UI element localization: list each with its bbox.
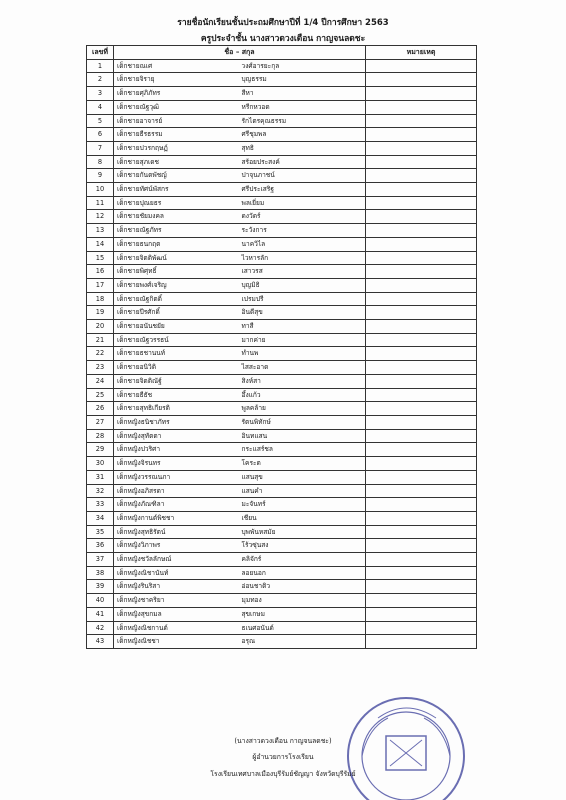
row-remark [366, 525, 477, 539]
student-last-name: ศรีประเสริฐ [240, 183, 366, 197]
document-title: รายชื่อนักเรียนชั้นประถมศึกษาปีที่ 1/4 ปีการศึกษา 2563 [177, 18, 389, 28]
row-number: 34 [87, 511, 114, 525]
student-last-name: ระวังการ [240, 224, 366, 238]
signatory-name: (นางสาวดวงเดือน กาญจนลดชะ) [234, 737, 332, 745]
row-remark [366, 470, 477, 484]
student-last-name: อินดีสุข [240, 306, 366, 320]
student-first-name: เด็กหญิงณิชชา [114, 635, 240, 649]
student-last-name: ทาสี [240, 320, 366, 334]
student-first-name: เด็กชายณัฐภัทร [114, 224, 240, 238]
row-remark [366, 457, 477, 471]
row-number: 7 [87, 141, 114, 155]
student-first-name: เด็กหญิงสุทัตตา [114, 429, 240, 443]
student-first-name: เด็กชายธนกฤต [114, 237, 240, 251]
student-last-name: โร้วซุ่นสง [240, 539, 366, 553]
student-last-name: ปาจุนภาชน์ [240, 169, 366, 183]
student-first-name: เด็กชายอนันชยัย [114, 320, 240, 334]
row-number: 12 [87, 210, 114, 224]
student-first-name: เด็กชายจิตติณัฐ์ [114, 374, 240, 388]
table-row [87, 484, 477, 498]
row-number: 28 [87, 429, 114, 443]
row-remark [366, 251, 477, 265]
student-last-name: กระแสร์ชล [240, 443, 366, 457]
row-remark [366, 580, 477, 594]
student-last-name: เสาวรส [240, 265, 366, 279]
row-number: 36 [87, 539, 114, 553]
row-number: 6 [87, 128, 114, 142]
student-first-name: เด็กหญิงรินริสา [114, 580, 240, 594]
student-first-name: เด็กหญิงสุทธิรัตน์ [114, 525, 240, 539]
row-number: 22 [87, 347, 114, 361]
row-number: 37 [87, 553, 114, 567]
school-name: โรงเรียนเทศบาลเมืองบุรีรัมย์ชัญญา จังหวัดบุรีรัมย์ [210, 770, 356, 778]
row-number: 38 [87, 566, 114, 580]
row-remark [366, 566, 477, 580]
row-number: 23 [87, 361, 114, 375]
student-last-name: พลเยี่ยม [240, 196, 366, 210]
row-number: 40 [87, 594, 114, 608]
row-number: 24 [87, 374, 114, 388]
row-remark [366, 635, 477, 649]
table-row [87, 320, 477, 334]
student-first-name: เด็กชายธชานนท์ [114, 347, 240, 361]
row-number: 14 [87, 237, 114, 251]
row-remark [366, 292, 477, 306]
row-number: 20 [87, 320, 114, 334]
row-number: 18 [87, 292, 114, 306]
student-first-name: เด็กหญิงอภิสรดา [114, 484, 240, 498]
student-first-name: เด็กชายสุภเดช [114, 155, 240, 169]
row-remark [366, 511, 477, 525]
student-last-name: วงศ์อารยะกุล [240, 59, 366, 73]
row-number: 21 [87, 333, 114, 347]
table-row [87, 374, 477, 388]
student-last-name: เปรมปรี [240, 292, 366, 306]
table-row [87, 443, 477, 457]
student-last-name: ลอยนอก [240, 566, 366, 580]
student-first-name: เด็กชายจิรายุ [114, 73, 240, 87]
table-row [87, 594, 477, 608]
student-first-name: เด็กชายจิตติพัฒน์ [114, 251, 240, 265]
student-first-name: เด็กหญิงณิชานันท์ [114, 566, 240, 580]
row-number: 3 [87, 87, 114, 101]
student-first-name: เด็กชายปวรกฤษฏ์ [114, 141, 240, 155]
student-last-name: อินทแสน [240, 429, 366, 443]
student-last-name: ดงวัดร์ [240, 210, 366, 224]
row-number: 25 [87, 388, 114, 402]
table-row [87, 237, 477, 251]
student-first-name: เด็กชายธีรธรรม [114, 128, 240, 142]
row-remark [366, 539, 477, 553]
student-last-name: ศรีชุมพล [240, 128, 366, 142]
student-last-name: รัตนพิทักษ์ [240, 415, 366, 429]
table-body [87, 59, 477, 648]
student-last-name: สุทธิ [240, 141, 366, 155]
table-row [87, 635, 477, 649]
row-remark [366, 594, 477, 608]
row-remark [366, 306, 477, 320]
table-row [87, 607, 477, 621]
student-roster-table [86, 45, 477, 649]
row-remark [366, 100, 477, 114]
student-last-name: ทำนพ [240, 347, 366, 361]
row-remark [366, 278, 477, 292]
student-last-name: คลิจักร์ [240, 553, 366, 567]
student-last-name: ธเนศอนันต์ [240, 621, 366, 635]
table-row [87, 87, 477, 101]
table-row [87, 73, 477, 87]
row-remark [366, 388, 477, 402]
table-row [87, 306, 477, 320]
student-first-name: เด็กชายศุภิภัทร [114, 87, 240, 101]
table-row [87, 183, 477, 197]
row-number: 16 [87, 265, 114, 279]
table-row [87, 511, 477, 525]
row-number: 42 [87, 621, 114, 635]
row-number: 13 [87, 224, 114, 238]
student-last-name: สร้อยประสงค์ [240, 155, 366, 169]
student-first-name: เด็กชายชัยมงคล [114, 210, 240, 224]
student-first-name: เด็กหญิงปวริศา [114, 443, 240, 457]
student-first-name: เด็กหญิงภัณฑิลา [114, 498, 240, 512]
row-number: 29 [87, 443, 114, 457]
row-remark [366, 415, 477, 429]
row-remark [366, 183, 477, 197]
row-number: 1 [87, 59, 114, 73]
student-first-name: เด็กชายกันตพัชญ์ [114, 169, 240, 183]
table-row [87, 278, 477, 292]
student-last-name: พูลคล้าย [240, 402, 366, 416]
row-remark [366, 498, 477, 512]
student-last-name: อรุณ [240, 635, 366, 649]
row-remark [366, 402, 477, 416]
student-last-name: แสนสุข [240, 470, 366, 484]
student-first-name: เด็กชายณัฐวรรธน์ [114, 333, 240, 347]
row-remark [366, 224, 477, 238]
table-row [87, 196, 477, 210]
row-number: 32 [87, 484, 114, 498]
row-remark [366, 141, 477, 155]
signatory-position: ผู้อำนวยการโรงเรียน [252, 753, 314, 761]
row-remark [366, 210, 477, 224]
student-last-name: บุญธรรม [240, 73, 366, 87]
column-header-name: ชื่อ – สกุล [114, 46, 366, 60]
row-remark [366, 429, 477, 443]
student-last-name: โคระต [240, 457, 366, 471]
row-number: 2 [87, 73, 114, 87]
table-row [87, 292, 477, 306]
row-remark [366, 59, 477, 73]
student-last-name: หรีกหวอด [240, 100, 366, 114]
row-remark [366, 320, 477, 334]
column-header-remark: หมายเหตุ [366, 46, 477, 60]
table-row [87, 251, 477, 265]
table-row [87, 114, 477, 128]
row-number: 26 [87, 402, 114, 416]
row-remark [366, 374, 477, 388]
student-first-name: เด็กชายสุทธิเกียรติ [114, 402, 240, 416]
row-remark [366, 361, 477, 375]
student-first-name: เด็กชายอาจารย์ [114, 114, 240, 128]
row-remark [366, 484, 477, 498]
table-row [87, 566, 477, 580]
table-row [87, 457, 477, 471]
table-row [87, 59, 477, 73]
table-row [87, 265, 477, 279]
student-last-name: นาควิไล [240, 237, 366, 251]
table-row [87, 141, 477, 155]
row-remark [366, 265, 477, 279]
row-remark [366, 443, 477, 457]
student-first-name: เด็กหญิงชวัลลักษณ์ [114, 553, 240, 567]
student-first-name: เด็กชายณัฐวุฒิ [114, 100, 240, 114]
row-remark [366, 347, 477, 361]
student-first-name: เด็กหญิงวิภาพร [114, 539, 240, 553]
row-number: 31 [87, 470, 114, 484]
table-row [87, 333, 477, 347]
student-last-name: สุขเกษม [240, 607, 366, 621]
row-number: 9 [87, 169, 114, 183]
student-first-name: เด็กหญิงชาคริยา [114, 594, 240, 608]
student-last-name: มะจันทร์ [240, 498, 366, 512]
student-last-name: บุพพันหสมัย [240, 525, 366, 539]
row-number: 15 [87, 251, 114, 265]
student-first-name: เด็กหญิงสุขกมล [114, 607, 240, 621]
table-row [87, 402, 477, 416]
student-last-name: มากค่าย [240, 333, 366, 347]
row-number: 5 [87, 114, 114, 128]
teacher-line: ครูประจำชั้น นางสาวดวงเดือน กาญจนลดชะ [200, 34, 366, 44]
student-last-name: เชียน [240, 511, 366, 525]
row-remark [366, 169, 477, 183]
row-number: 35 [87, 525, 114, 539]
student-first-name: เด็กชายพงศ์เจริญ [114, 278, 240, 292]
row-remark [366, 196, 477, 210]
row-remark [366, 128, 477, 142]
student-first-name: เด็กหญิงธนิชาภัทร [114, 415, 240, 429]
table-row [87, 553, 477, 567]
table-row [87, 128, 477, 142]
table-header-row [87, 46, 477, 60]
table-row [87, 415, 477, 429]
row-remark [366, 114, 477, 128]
student-first-name: เด็กชายปุณยธร [114, 196, 240, 210]
row-number: 19 [87, 306, 114, 320]
row-number: 10 [87, 183, 114, 197]
row-number: 27 [87, 415, 114, 429]
student-first-name: เด็กชายทัศน์พัสกร [114, 183, 240, 197]
table-row [87, 100, 477, 114]
student-first-name: เด็กชายณเศ [114, 59, 240, 73]
row-remark [366, 333, 477, 347]
student-first-name: เด็กชายพิศุทธิ์ [114, 265, 240, 279]
row-remark [366, 553, 477, 567]
student-first-name: เด็กชายปีรศักดิ์ [114, 306, 240, 320]
student-last-name: สีหา [240, 87, 366, 101]
table-row [87, 155, 477, 169]
row-number: 41 [87, 607, 114, 621]
table-row [87, 525, 477, 539]
table-row [87, 388, 477, 402]
row-remark [366, 73, 477, 87]
student-first-name: เด็กหญิงจิรนทร [114, 457, 240, 471]
table-row [87, 470, 477, 484]
row-number: 11 [87, 196, 114, 210]
column-header-no: เลขที่ [87, 46, 114, 60]
row-number: 39 [87, 580, 114, 594]
row-number: 17 [87, 278, 114, 292]
table-row [87, 169, 477, 183]
student-first-name: เด็กหญิงณิชกานต์ [114, 621, 240, 635]
student-last-name: อึ้งแก้ว [240, 388, 366, 402]
row-number: 4 [87, 100, 114, 114]
student-first-name: เด็กหญิงวรรณนภา [114, 470, 240, 484]
table-row [87, 580, 477, 594]
student-first-name: เด็กชายอนิวิติ [114, 361, 240, 375]
table-row [87, 224, 477, 238]
row-remark [366, 237, 477, 251]
row-number: 30 [87, 457, 114, 471]
student-last-name: มุมทอง [240, 594, 366, 608]
table-row [87, 429, 477, 443]
row-remark [366, 607, 477, 621]
row-remark [366, 621, 477, 635]
student-last-name: อ่อนชาติว [240, 580, 366, 594]
student-first-name: เด็กชายณัฐกิตติ์ [114, 292, 240, 306]
student-last-name: ไสสะอาด [240, 361, 366, 375]
table-row [87, 210, 477, 224]
student-last-name: สิงห์สา [240, 374, 366, 388]
student-last-name: แสนคำ [240, 484, 366, 498]
student-first-name: เด็กชายธีธัช [114, 388, 240, 402]
table-row [87, 498, 477, 512]
student-last-name: บุญมิธิ [240, 278, 366, 292]
row-number: 33 [87, 498, 114, 512]
row-number: 43 [87, 635, 114, 649]
table-row [87, 361, 477, 375]
student-first-name: เด็กหญิงกานต์พิชชา [114, 511, 240, 525]
row-remark [366, 155, 477, 169]
table-row [87, 539, 477, 553]
student-last-name: ไวหารลัก [240, 251, 366, 265]
table-row [87, 347, 477, 361]
row-remark [366, 87, 477, 101]
student-last-name: รักไตรคุณธรรม [240, 114, 366, 128]
row-number: 8 [87, 155, 114, 169]
table-row [87, 621, 477, 635]
